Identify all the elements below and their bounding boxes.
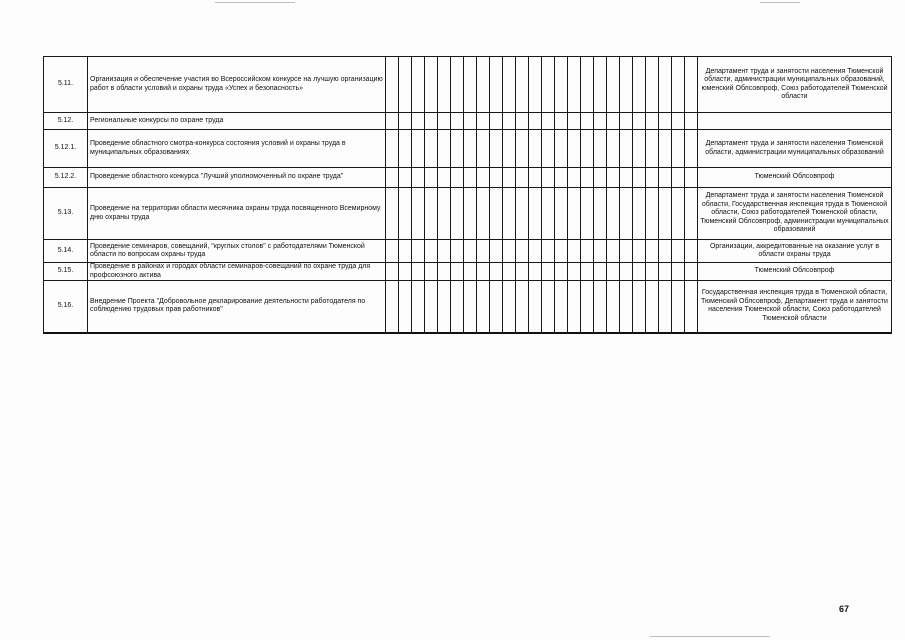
schedule-cell (451, 57, 464, 113)
schedule-cell (516, 57, 529, 113)
schedule-cell (659, 57, 672, 113)
schedule-cell (516, 113, 529, 130)
schedule-cell (516, 281, 529, 333)
row-activity: Внедрение Проекта "Добровольное декларирование деятельности работодателя по соблюдению трудовых прав работников" (88, 281, 386, 333)
table-row (44, 281, 892, 333)
schedule-cell (399, 240, 412, 263)
row-responsible: Департамент труда и занятости населения Тюменской области, администрации муниципальных образований (698, 130, 892, 168)
schedule-cell (438, 240, 451, 263)
schedule-cell (386, 281, 399, 333)
page-number: 67 (838, 604, 849, 614)
schedule-cell (542, 188, 555, 240)
schedule-cell (542, 130, 555, 168)
schedule-cell (529, 130, 542, 168)
schedule-cell (555, 263, 568, 281)
schedule-cell (685, 240, 698, 263)
schedule-cell (607, 281, 620, 333)
schedule-cell (646, 168, 659, 188)
schedule-cell (425, 263, 438, 281)
schedule-cell (646, 130, 659, 168)
schedule-cell (607, 113, 620, 130)
schedule-cell (412, 240, 425, 263)
schedule-cell (451, 188, 464, 240)
schedule-cell (659, 281, 672, 333)
schedule-cell (659, 240, 672, 263)
schedule-cell (685, 168, 698, 188)
schedule-cell (672, 188, 685, 240)
schedule-cell (516, 130, 529, 168)
schedule-cell (386, 168, 399, 188)
schedule-cell (646, 188, 659, 240)
schedule-cell (607, 130, 620, 168)
schedule-cell (464, 168, 477, 188)
schedule-cell (451, 113, 464, 130)
schedule-cell (633, 263, 646, 281)
schedule-cell (386, 188, 399, 240)
schedule-cell (490, 188, 503, 240)
schedule-cell (490, 113, 503, 130)
schedule-cell (503, 240, 516, 263)
scan-artifact-top-right (760, 2, 800, 3)
schedule-cell (477, 57, 490, 113)
row-activity: Проведение семинаров, совещаний, "круглых столов" с работодателями Тюменской области по вопросам охраны труда (88, 240, 386, 263)
table-row (44, 263, 892, 281)
schedule-cell (555, 130, 568, 168)
schedule-cell (529, 263, 542, 281)
schedule-cell (555, 113, 568, 130)
schedule-cell (633, 168, 646, 188)
schedule-cell (386, 263, 399, 281)
schedule-cell (685, 188, 698, 240)
schedule-cell (529, 113, 542, 130)
schedule-cell (386, 57, 399, 113)
schedule-cell (607, 188, 620, 240)
schedule-cell (672, 263, 685, 281)
schedule-cell (451, 240, 464, 263)
schedule-cell (672, 57, 685, 113)
schedule-cell (568, 113, 581, 130)
row-activity: Организация и обеспечение участия во Всероссийском конкурсе на лучшую организацию работ в области условий и охраны труда «Успех и безопасность» (88, 57, 386, 113)
schedule-cell (529, 188, 542, 240)
schedule-cell (464, 240, 477, 263)
schedule-cell (490, 168, 503, 188)
schedule-cell (542, 168, 555, 188)
schedule-cell (659, 263, 672, 281)
schedule-cell (503, 281, 516, 333)
schedule-cell (477, 281, 490, 333)
schedule-cell (542, 240, 555, 263)
schedule-cell (633, 240, 646, 263)
schedule-cell (438, 168, 451, 188)
schedule-cell (620, 57, 633, 113)
schedule-cell (594, 281, 607, 333)
schedule-cell (425, 57, 438, 113)
schedule-cell (672, 113, 685, 130)
scan-artifact-bottom (650, 636, 770, 637)
schedule-cell (607, 240, 620, 263)
schedule-cell (399, 57, 412, 113)
schedule-cell (672, 281, 685, 333)
schedule-cell (568, 188, 581, 240)
activity-plan-table (43, 56, 892, 334)
schedule-cell (633, 113, 646, 130)
row-responsible: Департамент труда и занятости населения Тюменской области, администрации муниципальных образований, юменский Облсовпроф, Союз работодателей Тюменской области (698, 57, 892, 113)
schedule-cell (399, 113, 412, 130)
row-activity: Проведение областного конкурса "Лучший уполномоченный по охране труда" (88, 168, 386, 188)
schedule-cell (490, 130, 503, 168)
schedule-cell (451, 168, 464, 188)
schedule-cell (685, 263, 698, 281)
schedule-cell (542, 263, 555, 281)
schedule-cell (477, 130, 490, 168)
schedule-cell (594, 130, 607, 168)
schedule-cell (555, 240, 568, 263)
schedule-cell (399, 281, 412, 333)
schedule-cell (672, 168, 685, 188)
schedule-cell (464, 263, 477, 281)
row-number: 5.13. (44, 188, 88, 240)
schedule-cell (503, 168, 516, 188)
schedule-cell (646, 57, 659, 113)
schedule-cell (568, 281, 581, 333)
schedule-cell (542, 113, 555, 130)
schedule-cell (399, 263, 412, 281)
schedule-cell (425, 168, 438, 188)
schedule-cell (659, 130, 672, 168)
schedule-cell (581, 240, 594, 263)
schedule-cell (633, 57, 646, 113)
schedule-cell (464, 281, 477, 333)
schedule-cell (568, 130, 581, 168)
schedule-cell (412, 130, 425, 168)
schedule-cell (412, 57, 425, 113)
schedule-cell (672, 240, 685, 263)
schedule-cell (516, 240, 529, 263)
schedule-cell (633, 130, 646, 168)
schedule-cell (412, 263, 425, 281)
schedule-cell (620, 168, 633, 188)
schedule-cell (581, 57, 594, 113)
schedule-cell (503, 263, 516, 281)
row-responsible: Департамент труда и занятости населения Тюменской области, Государственная инспекция труда в Тюменской области, Союз работодателей Тюменской области, Тюменский Облсовпроф, администрации муниципальных образований (698, 188, 892, 240)
schedule-cell (555, 57, 568, 113)
schedule-cell (620, 188, 633, 240)
schedule-cell (386, 113, 399, 130)
schedule-cell (503, 188, 516, 240)
schedule-cell (464, 130, 477, 168)
row-responsible: Тюменский Облсовпроф (698, 263, 892, 281)
schedule-cell (685, 130, 698, 168)
schedule-cell (685, 281, 698, 333)
schedule-cell (412, 113, 425, 130)
schedule-cell (594, 113, 607, 130)
schedule-cell (477, 188, 490, 240)
schedule-cell (399, 168, 412, 188)
table-row (44, 188, 892, 240)
schedule-cell (555, 168, 568, 188)
schedule-cell (412, 281, 425, 333)
schedule-cell (490, 240, 503, 263)
schedule-cell (412, 168, 425, 188)
table-row (44, 168, 892, 188)
schedule-cell (594, 57, 607, 113)
schedule-cell (464, 113, 477, 130)
schedule-cell (490, 57, 503, 113)
schedule-cell (477, 168, 490, 188)
schedule-cell (503, 130, 516, 168)
schedule-cell (386, 240, 399, 263)
schedule-cell (646, 240, 659, 263)
row-number: 5.11. (44, 57, 88, 113)
row-number: 5.12. (44, 113, 88, 130)
schedule-cell (659, 168, 672, 188)
schedule-cell (646, 263, 659, 281)
schedule-cell (399, 188, 412, 240)
schedule-cell (620, 281, 633, 333)
schedule-cell (581, 168, 594, 188)
schedule-cell (594, 188, 607, 240)
table-row (44, 240, 892, 263)
schedule-cell (594, 263, 607, 281)
schedule-cell (568, 240, 581, 263)
schedule-cell (568, 57, 581, 113)
schedule-cell (438, 130, 451, 168)
schedule-cell (399, 130, 412, 168)
schedule-cell (503, 113, 516, 130)
schedule-cell (503, 57, 516, 113)
row-number: 5.14. (44, 240, 88, 263)
schedule-cell (516, 188, 529, 240)
schedule-cell (451, 130, 464, 168)
schedule-cell (620, 130, 633, 168)
schedule-cell (464, 188, 477, 240)
schedule-cell (607, 168, 620, 188)
schedule-cell (568, 168, 581, 188)
schedule-cell (581, 113, 594, 130)
schedule-cell (425, 240, 438, 263)
row-responsible: Государственная инспекция труда в Тюменской области, Тюменский Облсовпроф, Департамент труда и занятости населения Тюменской области, Союз работодателей Тюменской области (698, 281, 892, 333)
schedule-cell (529, 168, 542, 188)
schedule-cell (451, 281, 464, 333)
schedule-cell (633, 188, 646, 240)
schedule-cell (685, 113, 698, 130)
schedule-cell (529, 240, 542, 263)
table-row (44, 130, 892, 168)
schedule-cell (659, 188, 672, 240)
schedule-cell (412, 188, 425, 240)
schedule-cell (581, 130, 594, 168)
schedule-cell (581, 263, 594, 281)
schedule-cell (438, 57, 451, 113)
schedule-cell (568, 263, 581, 281)
row-activity: Региональные конкурсы по охране труда (88, 113, 386, 130)
schedule-cell (529, 281, 542, 333)
schedule-cell (425, 113, 438, 130)
schedule-cell (646, 281, 659, 333)
schedule-cell (542, 281, 555, 333)
schedule-cell (386, 130, 399, 168)
row-activity: Проведение на территории области месячника охраны труда посвященного Всемирному дню охраны труда (88, 188, 386, 240)
row-number: 5.12.2. (44, 168, 88, 188)
schedule-cell (438, 188, 451, 240)
row-number: 5.15. (44, 263, 88, 281)
schedule-cell (516, 168, 529, 188)
row-responsible: Организации, аккредитованные на оказание услуг в области охраны труда (698, 240, 892, 263)
table-row (44, 113, 892, 130)
schedule-cell (620, 263, 633, 281)
schedule-cell (685, 57, 698, 113)
scan-artifact-top (215, 2, 295, 3)
row-activity: Проведение областного смотра-конкурса состояния условий и охраны труда в муниципальных образованиях (88, 130, 386, 168)
schedule-cell (620, 240, 633, 263)
schedule-cell (581, 188, 594, 240)
schedule-cell (425, 188, 438, 240)
schedule-cell (555, 281, 568, 333)
schedule-cell (646, 113, 659, 130)
schedule-cell (542, 57, 555, 113)
schedule-cell (529, 57, 542, 113)
schedule-cell (555, 188, 568, 240)
schedule-cell (633, 281, 646, 333)
schedule-cell (438, 113, 451, 130)
table-row (44, 57, 892, 113)
row-activity: Проведение в районах и городах области семинаров-совещаний по охране труда для профсоюзного актива (88, 263, 386, 281)
row-responsible (698, 113, 892, 130)
schedule-cell (607, 263, 620, 281)
schedule-cell (490, 281, 503, 333)
schedule-cell (607, 57, 620, 113)
schedule-cell (516, 263, 529, 281)
row-responsible: Тюменский Облсовпроф (698, 168, 892, 188)
schedule-cell (672, 130, 685, 168)
row-number: 5.12.1. (44, 130, 88, 168)
schedule-cell (594, 168, 607, 188)
schedule-cell (438, 281, 451, 333)
schedule-cell (477, 240, 490, 263)
schedule-cell (581, 281, 594, 333)
schedule-cell (425, 130, 438, 168)
schedule-cell (477, 263, 490, 281)
schedule-cell (477, 113, 490, 130)
schedule-cell (438, 263, 451, 281)
schedule-cell (451, 263, 464, 281)
schedule-cell (594, 240, 607, 263)
schedule-cell (490, 263, 503, 281)
schedule-cell (620, 113, 633, 130)
row-number: 5.16. (44, 281, 88, 333)
schedule-cell (464, 57, 477, 113)
schedule-cell (659, 113, 672, 130)
schedule-cell (425, 281, 438, 333)
